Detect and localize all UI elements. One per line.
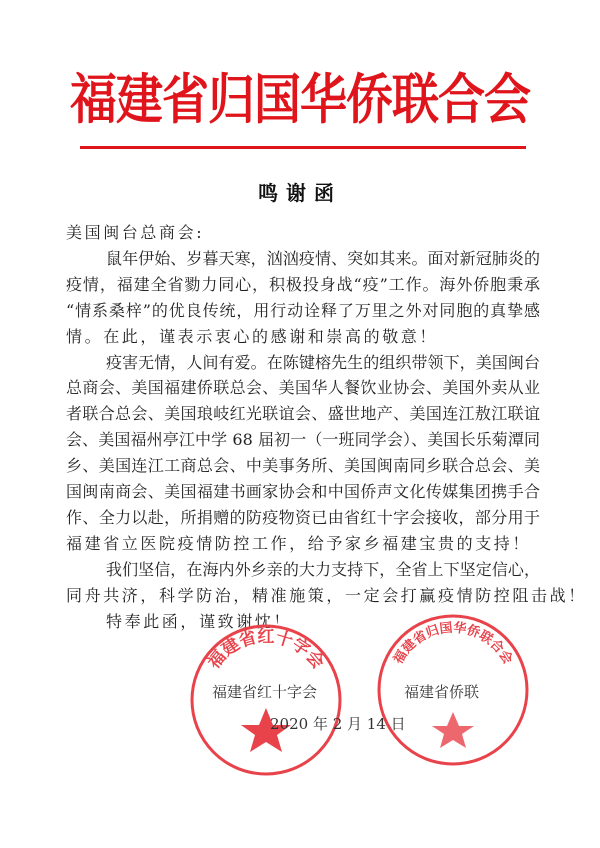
star-icon bbox=[432, 712, 474, 748]
paragraph-line: 我们坚信，在海内外乡亲的大力支持下，全省上下坚定信心， bbox=[106, 559, 540, 579]
paragraph-line: 同舟共济，科学防治，精准施策，一定会打赢疫情防控阻击战！ bbox=[66, 585, 587, 605]
paragraph-line: 福建省立医院疫情防控工作，给予家乡福建宝贵的支持！ bbox=[66, 533, 532, 553]
svg-text:福建省归国华侨联合会: 福建省归国华侨联合会 bbox=[391, 620, 515, 667]
paragraph-line: 疫害无情，人间有爱。在陈键榕先生的组织带领下，美国闽台 bbox=[106, 352, 540, 372]
paragraph-line: 国闽南商会、美国福建书画家协会和中国侨声文化传媒集团携手合 bbox=[66, 482, 540, 502]
organization-letterhead: 福建省归国华侨联合会 bbox=[70, 68, 530, 132]
paragraph-line: 者联合总会、美国琅岐红光联谊会、盛世地产、美国连江敖江联谊 bbox=[66, 404, 540, 424]
letterhead-divider bbox=[80, 146, 526, 149]
paragraph-line: “情系桑梓”的优良传统，用行动诠释了万里之外对同胞的真挚感 bbox=[66, 300, 540, 320]
paragraph-line: 作、全力以赴，所捐赠的防疫物资已由省红十字会接收，部分用于 bbox=[66, 507, 540, 527]
paragraph-line: 乡、美国连江工商总会、中美事务所、美国闽南同乡联合总会、美 bbox=[66, 456, 540, 476]
salutation: 美国闽台总商会: bbox=[66, 223, 205, 242]
svg-text:福建省红十字会: 福建省红十字会 bbox=[204, 626, 328, 673]
paragraph-line: 特奉此函，谨致谢忱！ bbox=[106, 611, 293, 631]
document-title: 鸣谢函 bbox=[258, 181, 342, 205]
paragraph-line: 鼠年伊始、岁暮天寒，汹汹疫情、突如其来。面对新冠肺炎的 bbox=[106, 248, 540, 268]
paragraph-line: 总商会、美国福建侨联总会、美国华人餐饮业协会、美国外卖从业 bbox=[66, 378, 540, 398]
paragraph-line: 疫情，福建全省勠力同心，积极投身战“疫”工作。海外侨胞秉承 bbox=[66, 274, 540, 294]
letter-date: 2020 年 2 月 14 日 bbox=[270, 715, 406, 733]
letter-body bbox=[66, 220, 587, 635]
signature-federation: 福建省侨联 bbox=[404, 683, 480, 701]
paragraph-line: 情。在此，谨表示衷心的感谢和崇高的敬意！ bbox=[66, 326, 439, 346]
paragraph-line: 会、美国福州亭江中学 68 届初一（一班同学会）、美国长乐菊潭同 bbox=[66, 430, 540, 450]
signature-red-cross: 福建省红十字会 bbox=[212, 683, 318, 701]
